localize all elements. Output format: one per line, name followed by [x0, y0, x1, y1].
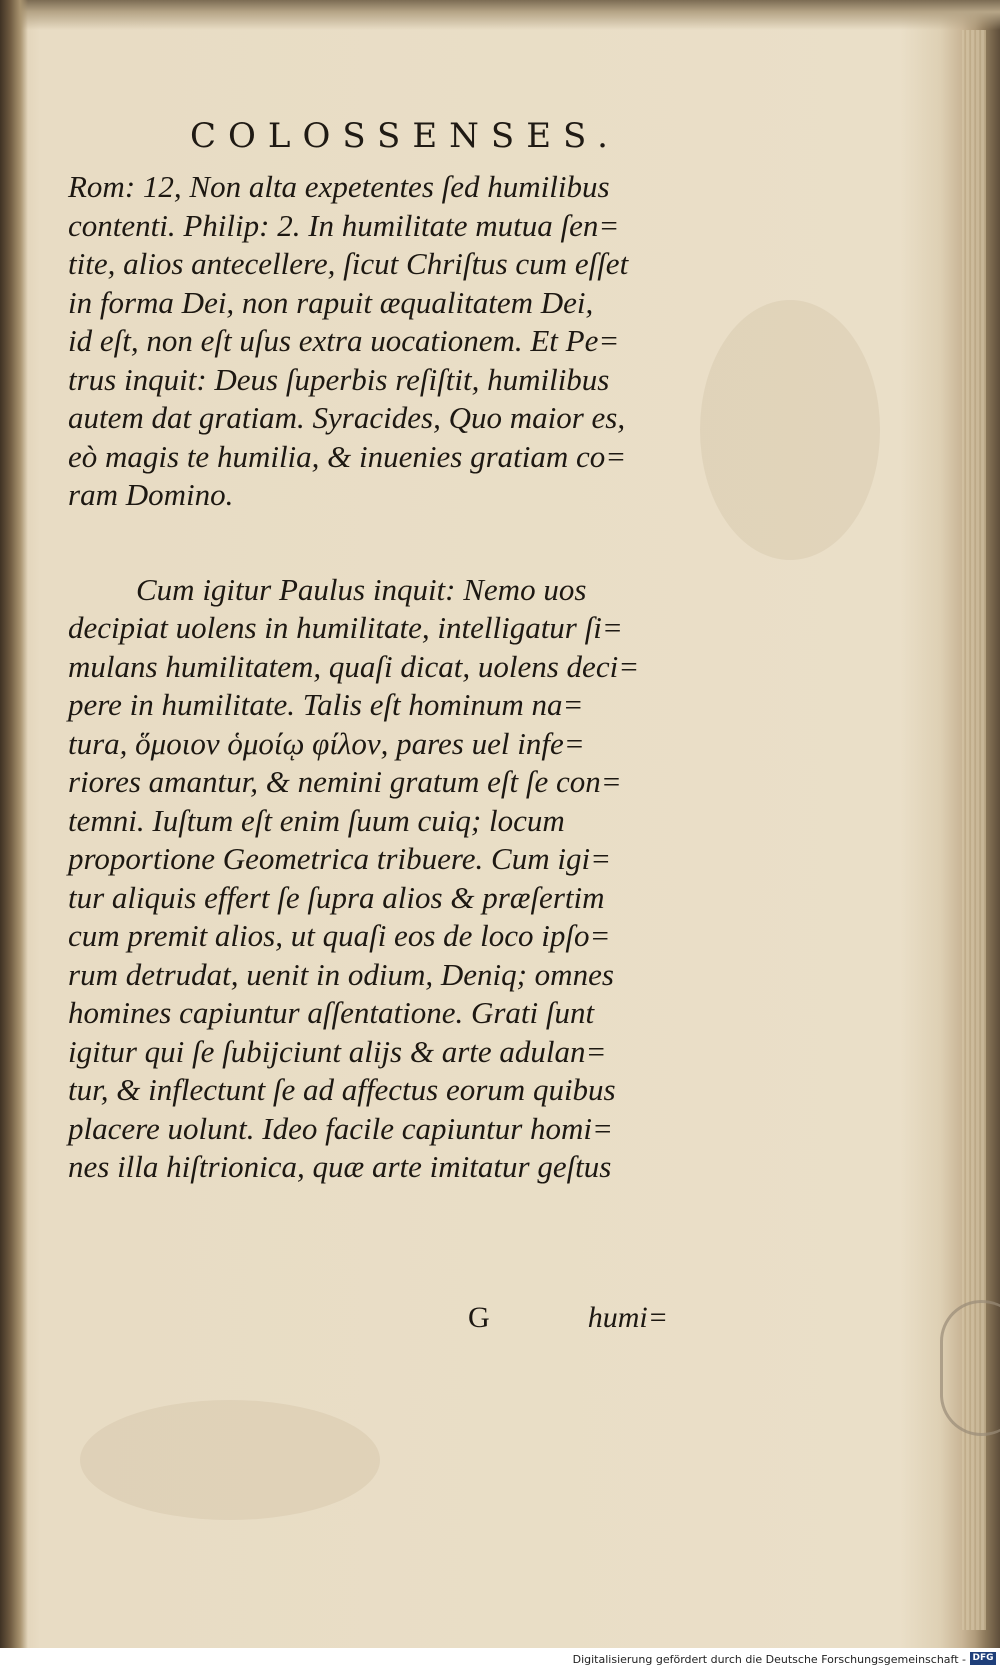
paper-stain [80, 1400, 380, 1520]
paragraph-2 [68, 571, 688, 1187]
text-line: decipiat uolens in humilitate, intelligatur ſi= [68, 610, 623, 645]
text-line: nes illa hiſtrionica, quæ arte imitatur geſtus [68, 1149, 612, 1184]
text-line: Cum igitur Paulus inquit: Nemo uos [136, 571, 587, 607]
text-line: temni. Iuſtum eſt enim ſuum cuiq; locum [68, 802, 565, 838]
dfg-logo-icon: DFG [970, 1652, 996, 1665]
paper-stain [700, 300, 880, 560]
catchword: humi= [587, 1301, 668, 1334]
paragraph-1 [68, 168, 688, 515]
left-binding [0, 0, 28, 1670]
text-line: tur, & inflectunt ſe ad affectus eorum quibus [68, 1072, 616, 1107]
text-line: mulans humilitatem, quaſi dicat, uolens deci= [68, 648, 640, 684]
text-line: proportione Geometrica tribuere. Cum igi= [68, 841, 611, 876]
text-line: riores amantur, & nemini gratum eſt ſe con= [68, 764, 622, 799]
text-line: placere uolunt. Ideo facile capiuntur homi= [68, 1110, 613, 1146]
text-line: igitur qui ſe ſubijciunt alijs & arte adulan= [68, 1033, 607, 1069]
top-shadow [0, 0, 1000, 30]
text-line: rum detrudat, uenit in odium, Deniq; omnes [68, 956, 614, 992]
text-line: Rom: 12, Non alta expetentes ſed humilibus [68, 169, 610, 204]
clip-mark [940, 1300, 1000, 1436]
footer-bar [0, 1648, 1000, 1670]
text-line: id eſt, non eſt uſus extra uocationem. Et Pe= [68, 323, 620, 358]
text-block [68, 168, 688, 1187]
text-line: tite, alios antecellere, ſicut Chriſtus cum eſſet [68, 246, 629, 281]
signature-mark: G [468, 1301, 490, 1334]
paragraph-gap [68, 515, 688, 571]
signature-line [68, 1301, 668, 1339]
text-line: cum premit alios, ut quaſi eos de loco ipſo= [68, 918, 611, 953]
text-line: in forma Dei, non rapuit æqualitatem Dei, [68, 284, 594, 320]
text-line: ram Domino. [68, 477, 234, 512]
text-line: pere in humilitate. Talis eſt hominum na= [68, 687, 584, 722]
text-line: tura, ὅμοιον ὁμοίῳ φίλον, pares uel infe= [68, 725, 585, 761]
text-line: autem dat gratiam. Syracides, Quo maior es, [68, 400, 626, 435]
running-head: COLOSSENSES. [190, 116, 620, 156]
text-line: trus inquit: Deus ſuperbis reſiſtit, humilibus [68, 361, 610, 397]
footer-credit: Digitalisierung gefördert durch die Deutsche Forschungsgemeinschaft - [572, 1653, 966, 1666]
text-line: homines capiuntur aſſentatione. Grati ſunt [68, 995, 595, 1030]
text-line: contenti. Philip: 2. In humilitate mutua ſen= [68, 207, 620, 243]
text-line: eò magis te humilia, & inuenies gratiam co= [68, 438, 627, 474]
text-line: tur aliquis effert ſe ſupra alios & præſertim [68, 879, 605, 915]
